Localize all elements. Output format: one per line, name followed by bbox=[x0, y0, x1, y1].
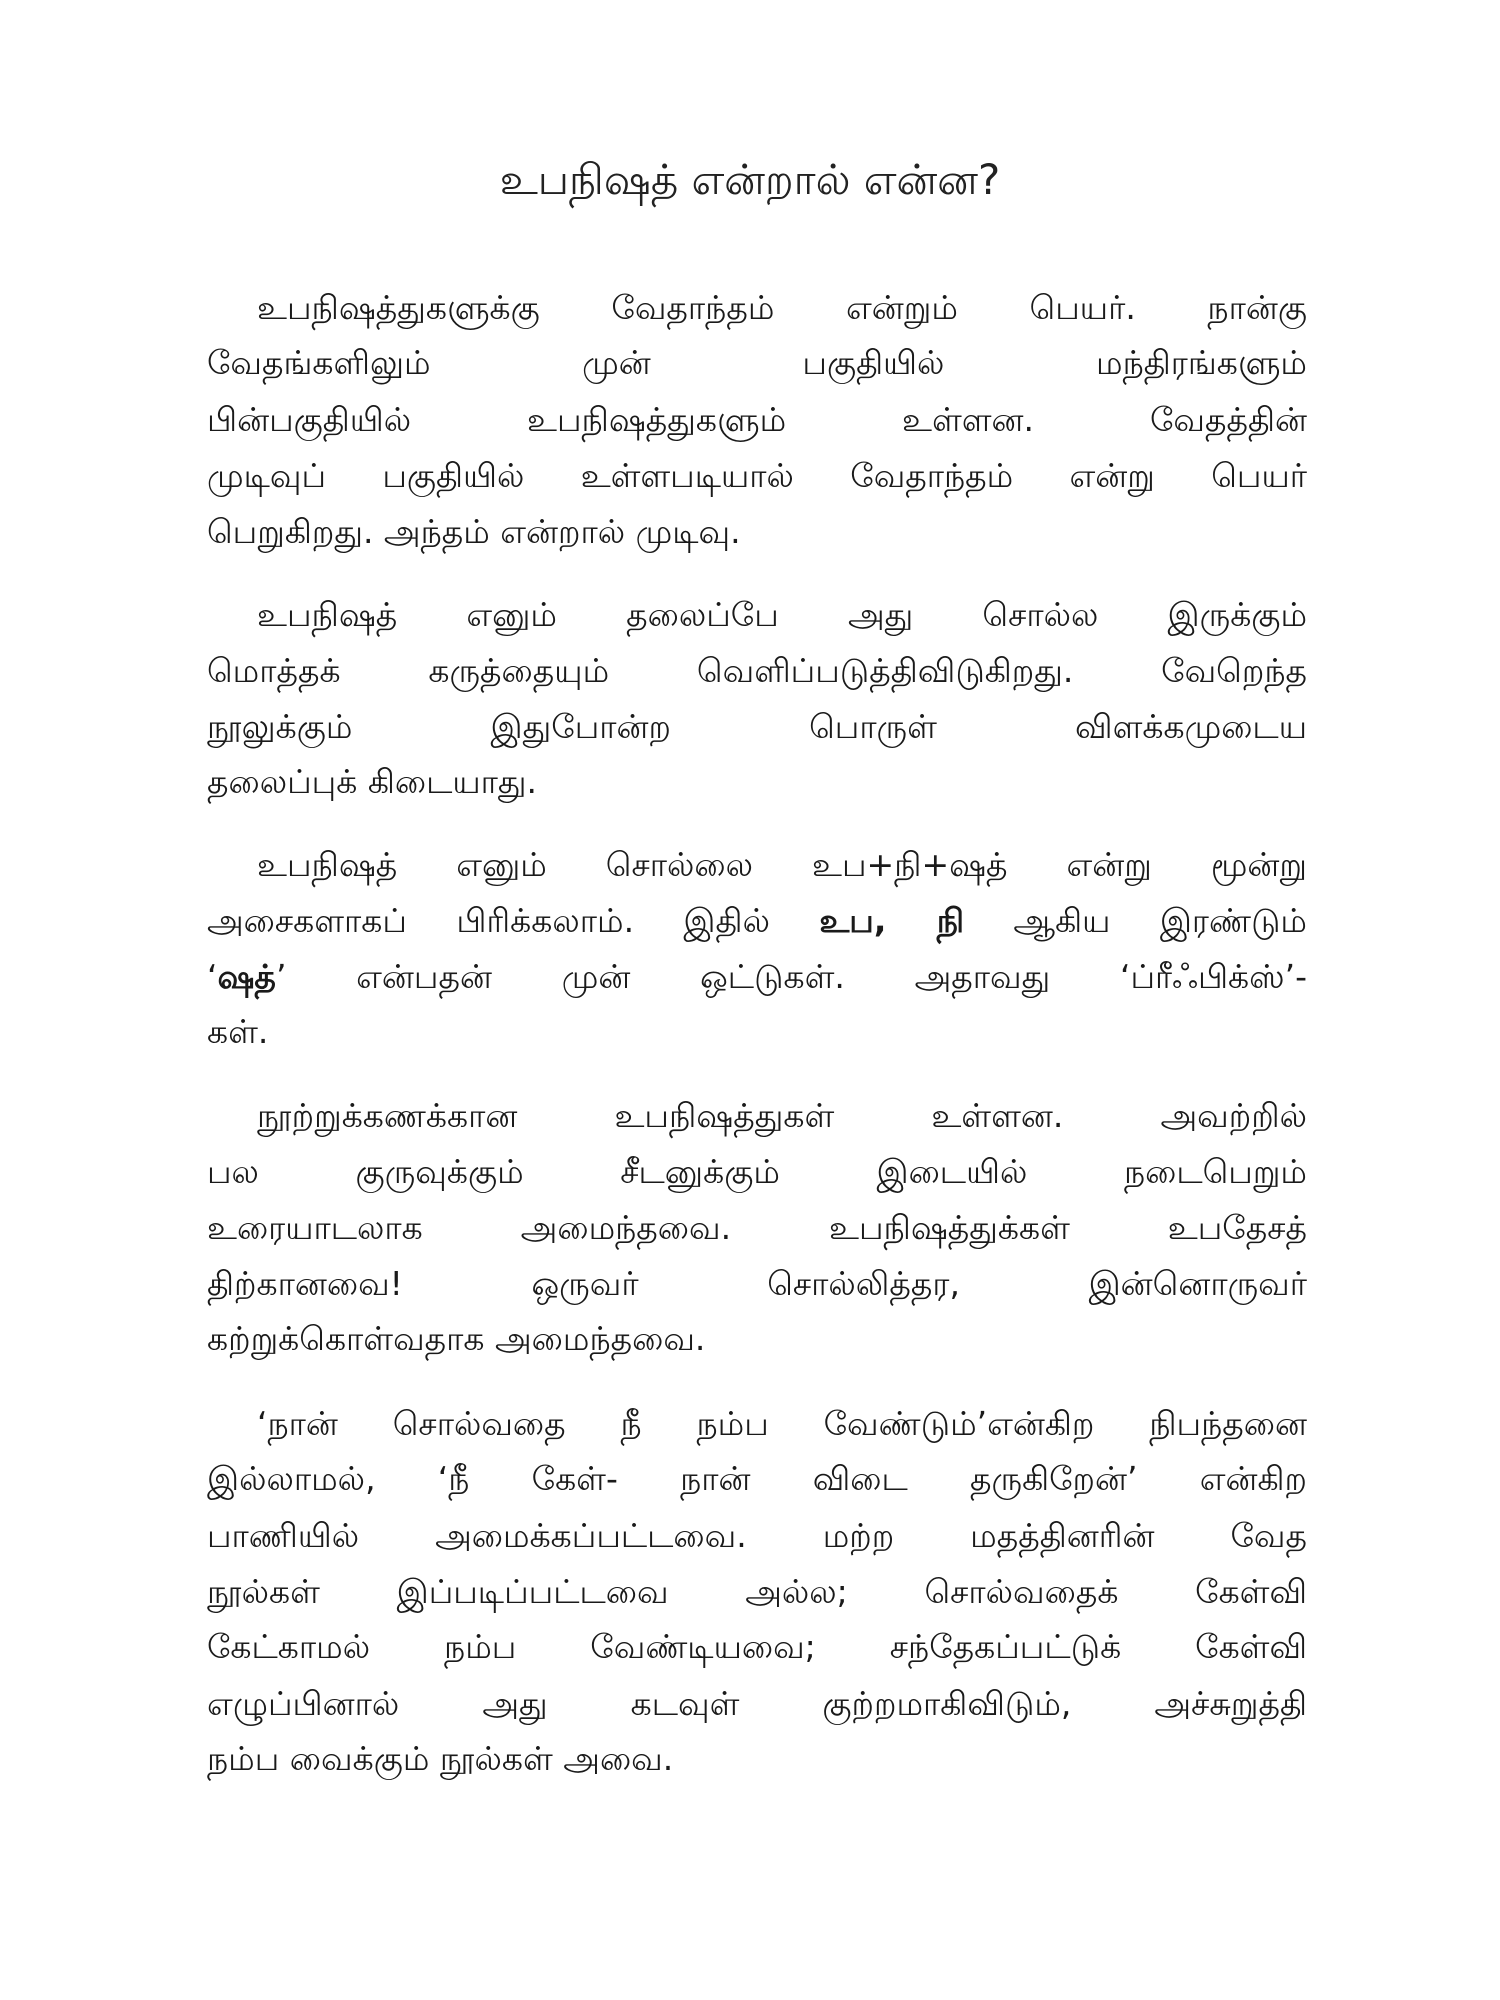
text-line: கற்றுக்கொள்வதாக அமைந்தவை. bbox=[207, 1319, 706, 1358]
bold-term: ஷத் bbox=[217, 957, 276, 996]
text-line: உரையாடலாக அமைந்தவை. உபநிஷத்துக்கள் உபதேசத் bbox=[207, 1208, 1307, 1247]
text-segment: ஆகிய இரண்டும் bbox=[964, 901, 1307, 940]
text-line: எழுப்பினால் அது கடவுள் குற்றமாகிவிடும், அச்சுறுத்தி bbox=[207, 1684, 1307, 1723]
text-line: இல்லாமல், ‘நீ கேள்- நான் விடை தருகிறேன்’ என்கிற bbox=[207, 1459, 1307, 1498]
text-line: கேட்காமல் நம்ப வேண்டியவை; சந்தேகப்பட்டுக் கேள்வி bbox=[207, 1627, 1307, 1666]
text-segment: ‘ bbox=[207, 957, 218, 996]
text-line: உபநிஷத் எனும் தலைப்பே அது சொல்ல இருக்கும் bbox=[257, 595, 1307, 634]
text-line: நூலுக்கும் இதுபோன்ற பொருள் விளக்கமுடைய bbox=[207, 707, 1307, 746]
text-line: தலைப்புக் கிடையாது. bbox=[207, 762, 537, 801]
text-line: பின்பகுதியில் உபநிஷத்துகளும் உள்ளன. வேதத்தின் bbox=[207, 400, 1307, 439]
text-line bbox=[207, 896, 1307, 946]
text-segment: ’ என்பதன் முன் ஒட்டுகள். அதாவது ‘ப்ரீஃபிக்ஸ்’- bbox=[275, 957, 1307, 996]
text-line: பல குருவுக்கும் சீடனுக்கும் இடையில் நடைபெறும் bbox=[207, 1152, 1307, 1191]
text-line: பாணியில் அமைக்கப்பட்டவை. மற்ற மதத்தினரின் வேத bbox=[207, 1516, 1307, 1555]
text-line: திற்கானவை! ஒருவர் சொல்லித்தர, இன்னொருவர் bbox=[207, 1264, 1307, 1303]
bold-term: உப, நி bbox=[819, 901, 965, 940]
text-line: நம்ப வைக்கும் நூல்கள் அவை. bbox=[207, 1739, 674, 1778]
text-line: நூல்கள் இப்படிப்பட்டவை அல்ல; சொல்வதைக் கேள்வி bbox=[207, 1572, 1307, 1611]
text-line: நூற்றுக்கணக்கான உபநிஷத்துகள் உள்ளன. அவற்றில் bbox=[257, 1096, 1307, 1135]
text-line: உபநிஷத்துகளுக்கு வேதாந்தம் என்றும் பெயர். நான்கு bbox=[257, 288, 1307, 327]
page-title: உபநிஷத் என்றால் என்ன? bbox=[499, 155, 1001, 204]
text-line: கள். bbox=[207, 1012, 269, 1051]
text-line: ‘நான் சொல்வதை நீ நம்ப வேண்டும்’என்கிற நிபந்தனை bbox=[257, 1404, 1307, 1443]
text-line: மொத்தக் கருத்தையும் வெளிப்படுத்திவிடுகிறது. வேறெந்த bbox=[207, 651, 1307, 690]
text-segment: அசைகளாகப் பிரிக்கலாம். இதில் bbox=[207, 901, 820, 940]
text-line: பெறுகிறது. அந்தம் என்றால் முடிவு. bbox=[207, 512, 741, 551]
text-line: உபநிஷத் எனும் சொல்லை உப+நி+ஷத் என்று மூன்று bbox=[257, 845, 1307, 884]
text-line: முடிவுப் பகுதியில் உள்ளபடியால் வேதாந்தம் என்று பெயர் bbox=[207, 456, 1307, 495]
text-line bbox=[207, 952, 1307, 1002]
text-line: வேதங்களிலும் முன் பகுதியில் மந்திரங்களும் bbox=[207, 343, 1307, 382]
